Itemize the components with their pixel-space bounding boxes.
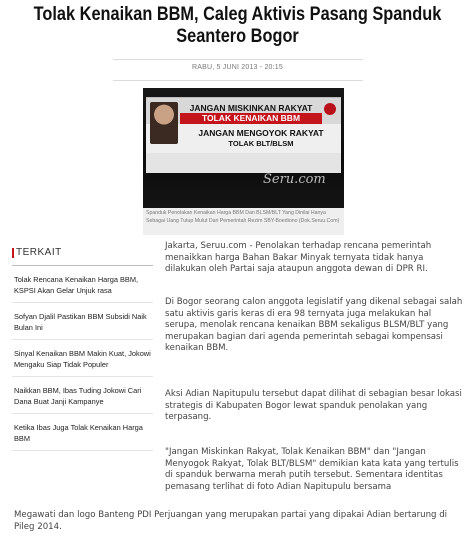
protest-banner [146, 97, 341, 172]
banner-text-line4: TOLAK BLT/BLSM [228, 139, 294, 148]
title-divider [113, 59, 363, 60]
related-link[interactable]: Tolak Rencana Kenaikan Harga BBM, KSPSI Akan Gelar Unjuk rasa [12, 266, 153, 303]
banner-text-line3: JANGAN MENGOYOK RAKYAT [198, 128, 324, 138]
article-paragraph: Jakarta, Seruu.com - Penolakan terhadap rencana pemerintah menaikkan harga Bahan Bakar Minyak ternyata tidak hanya dilakukan oleh Partai saja ataupun anggota dewan di DPR RI. [165, 241, 432, 275]
article-paragraph: Di Bogor seorang calon anggota legislatif yang dikenal sebagai salah satu aktivis garis keras di era 98 ternyata juga melakukan hal serupa, menolak rencana kenaikan BBM sekaligus BLSM/BLT yang merupakan bagian dari agenda pemerintah sebagai kompensasi kenaikan BBM. [165, 297, 463, 354]
banner-portrait-image [150, 102, 178, 144]
banner-text-line1: JANGAN MISKINKAN RAKYAT [189, 103, 313, 113]
related-link[interactable]: Naikkan BBM, Ibas Tuding Jokowi Cari Dana Buat Janji Kampanye [12, 377, 153, 414]
article-paragraph: Aksi Adian Napitupulu tersebut dapat dilihat di sebagian besar lokasi strategis di Kabupaten Bogor lewat spanduk penolakan yang terpasang. [165, 389, 462, 423]
related-heading: TERKAIT [12, 247, 153, 266]
photo-caption: Spanduk Penolakan Kenaikan Harga BBM Dan BLSM/BLT Yang Dinilai Hanya Sebagai Uang Tutup Mulut Dari Pemerintah Rezim SBY-Boediono (Dok.Seruu.Com) [143, 208, 344, 235]
article-photo [143, 88, 344, 208]
dateline-divider [113, 80, 363, 81]
related-link[interactable]: Sinyal Kenaikan BBM Makin Kuat, Jokowi Mengaku Siap Tidak Populer [12, 340, 153, 377]
party-logo-icon [324, 103, 336, 115]
photo-watermark: Seru.com [263, 172, 326, 187]
article-title: Tolak Kenaikan BBM, Caleg Aktivis Pasang Spanduk Seantero Bogor [33, 4, 442, 47]
banner-lower-band [146, 153, 341, 173]
related-link[interactable]: Ketika Ibas Juga Tolak Kenaikan Harga BBM [12, 414, 153, 451]
related-link[interactable]: Sofyan Djalil Pastikan BBM Subsidi Naik Bulan Ini [12, 303, 153, 340]
article-dateline: RABU, 5 JUNI 2013 - 20:15 [192, 64, 283, 71]
article-paragraph: Megawati dan logo Banteng PDI Perjuangan yang merupakan partai yang dipakai Adian bertarung di Pileg 2014. [14, 510, 448, 532]
article-paragraph: "Jangan Miskinkan Rakyat, Tolak Kenaikan BBM" dan "Jangan Menyogok Rakyat, Tolak BLT/BLSM" demikian kata kata yang tertulis di spanduk berwarna merah putih tersebut. Sementara identitas pemasang terlihat di foto Adian Napitupulu bersama [165, 447, 459, 492]
related-sidebar [12, 247, 153, 451]
banner-text-line2: TOLAK KENAIKAN BBM [180, 113, 322, 124]
